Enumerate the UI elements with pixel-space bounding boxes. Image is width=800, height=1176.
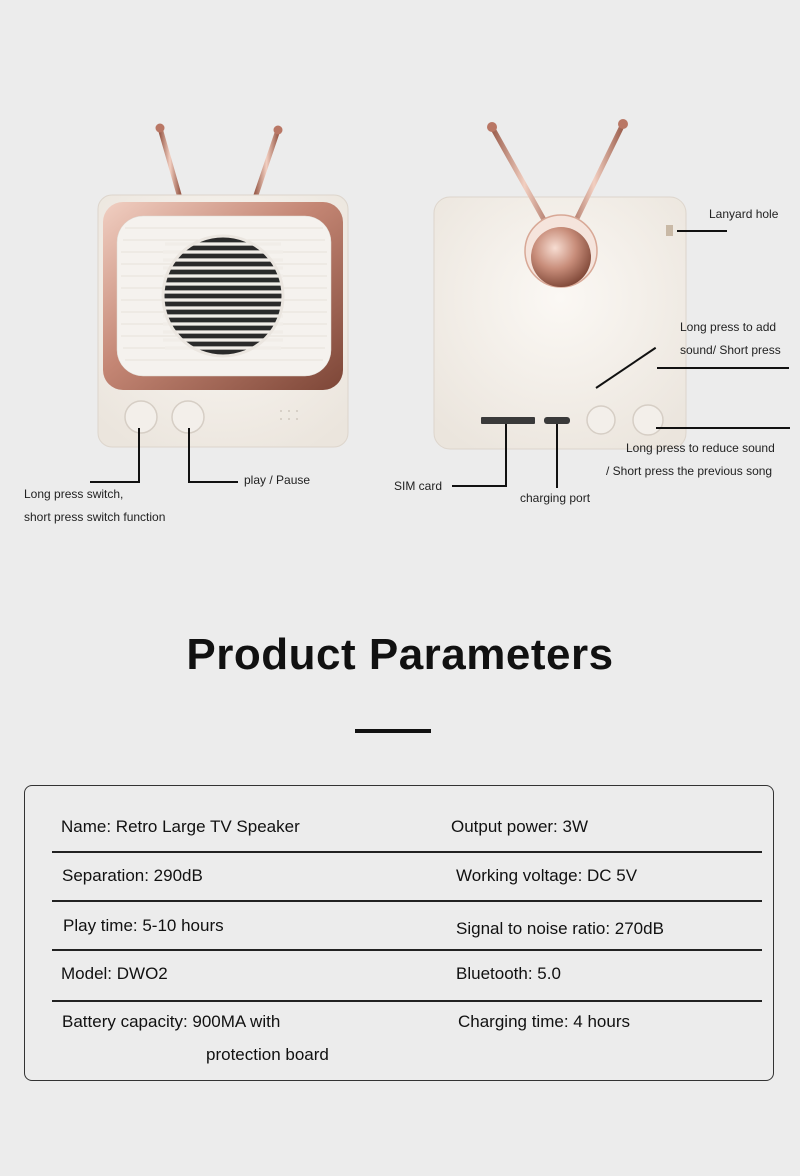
speaker-front-illustration xyxy=(95,120,355,450)
charging-port-slot xyxy=(544,417,570,424)
callout-line-reduce-h xyxy=(656,427,790,429)
table-row-divider xyxy=(52,949,762,951)
param-model: Model: DWO2 xyxy=(61,964,168,983)
table-row-divider xyxy=(52,851,762,853)
callout-line-charging-v xyxy=(556,424,558,488)
param-snr: Signal to noise ratio: 270dB xyxy=(456,919,664,938)
param-name: Name: Retro Large TV Speaker xyxy=(61,817,300,836)
page-title: Product Parameters xyxy=(186,630,614,679)
callout-line-sim-v xyxy=(505,424,507,487)
antenna-left xyxy=(156,124,181,199)
lanyard-hole-marker xyxy=(666,225,673,236)
back-button-add xyxy=(587,406,615,434)
param-battery-1: Battery capacity: 900MA with xyxy=(62,1012,281,1031)
callout-line-play-v xyxy=(188,428,190,483)
param-output-power: Output power: 3W xyxy=(451,817,589,836)
callout-line-play-h xyxy=(188,481,238,483)
label-long-press-reduce-2: / Short press the previous song xyxy=(606,464,773,478)
label-charging-port: charging port xyxy=(520,491,591,505)
callout-line-sim-h xyxy=(452,485,507,487)
label-long-press-add-2: sound/ Short press xyxy=(680,343,781,357)
front-button-left xyxy=(125,401,157,433)
label-play-pause: play / Pause xyxy=(244,473,311,487)
label-sim-card: SIM card xyxy=(394,479,443,493)
param-battery-2: protection board xyxy=(206,1045,329,1064)
table-row-divider xyxy=(52,1000,762,1002)
param-charging-time: Charging time: 4 hours xyxy=(458,1012,630,1031)
table-row-divider xyxy=(52,900,762,902)
back-button-reduce xyxy=(633,405,663,435)
param-separation: Separation: 290dB xyxy=(62,866,203,885)
callout-line-switch-v xyxy=(138,428,140,483)
label-long-press-switch-1: Long press switch, xyxy=(24,487,124,501)
antenna-right xyxy=(255,126,283,199)
param-bluetooth: Bluetooth: 5.0 xyxy=(456,964,561,983)
label-lanyard-hole: Lanyard hole xyxy=(709,207,779,221)
label-long-press-switch-2: short press switch function xyxy=(24,510,166,524)
callout-line-add-h xyxy=(657,367,789,369)
label-long-press-add-1: Long press to add xyxy=(680,320,777,334)
title-underline xyxy=(355,729,431,733)
callout-line-lanyard xyxy=(677,230,727,232)
param-working-voltage: Working voltage: DC 5V xyxy=(456,866,638,885)
speaker-back-illustration xyxy=(430,115,695,455)
label-long-press-reduce-1: Long press to reduce sound xyxy=(626,441,775,455)
param-play-time: Play time: 5-10 hours xyxy=(63,916,224,935)
sim-card-slot xyxy=(481,417,535,424)
